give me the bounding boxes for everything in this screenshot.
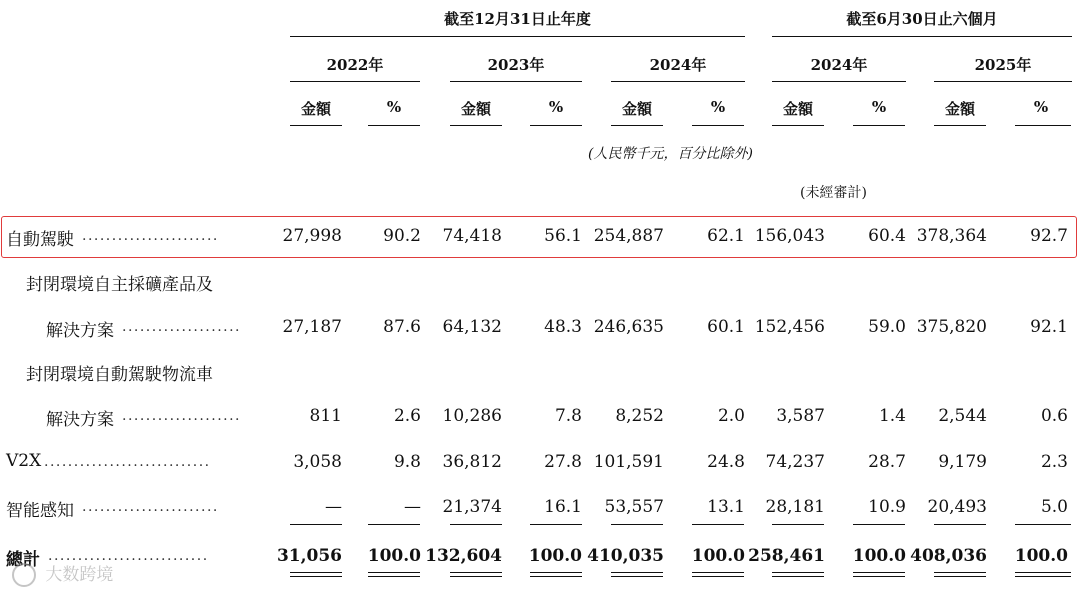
row-label-logistics-line2: 解決方案: [46, 410, 114, 430]
total-double-rule: [772, 572, 824, 577]
subtotal-rule: [611, 524, 663, 525]
cell-amount-2023: 132,604: [425, 546, 502, 566]
sub-header-pct: %: [1033, 98, 1049, 116]
subtotal-rule: [772, 524, 824, 525]
cell-amount-2022: 27,187: [282, 317, 342, 337]
leader-dots: ....................: [122, 408, 242, 424]
cell-amount-2023: 21,374: [442, 497, 502, 517]
cell-amount-h1-2025: 375,820: [916, 317, 987, 337]
sub-rule: [611, 125, 663, 126]
cell-amount-h1-2024: 258,461: [748, 546, 825, 566]
sub-header-amount: 金額: [782, 100, 813, 118]
subtotal-rule: [530, 524, 582, 525]
subtotal-rule: [450, 524, 502, 525]
cell-pct-2023: 16.1: [544, 497, 582, 517]
row-label-smart-sensing: 智能感知: [6, 501, 74, 521]
cell-amount-2023: 64,132: [442, 317, 502, 337]
unaudited-note: (未經審計): [800, 185, 867, 201]
cell-pct-2023: 48.3: [544, 317, 582, 337]
cell-amount-2024: 53,557: [604, 497, 664, 517]
cell-amount-2024: 254,887: [593, 226, 664, 246]
cell-amount-h1-2025: 9,179: [938, 452, 987, 472]
cell-pct-h1-2024: 59.0: [868, 317, 906, 337]
cell-pct-h1-2024: 60.4: [868, 226, 906, 246]
sub-rule: [450, 125, 502, 126]
cell-amount-h1-2025: 378,364: [916, 226, 987, 246]
subtotal-rule: [368, 524, 420, 525]
sub-header-amount: 金額: [460, 100, 491, 118]
leader-dots: ....................: [122, 319, 242, 335]
total-double-rule: [692, 572, 744, 577]
unit-note: (人民幣千元，百分比除外): [588, 146, 753, 162]
header-group-year-rule: [290, 36, 745, 37]
total-double-rule: [530, 572, 582, 577]
leader-dots: .......................: [82, 228, 219, 244]
year-rule: [290, 81, 420, 82]
cell-pct-h1-2024: 28.7: [868, 452, 906, 472]
cell-pct-2024: 2.0: [717, 406, 745, 426]
subtotal-rule: [853, 524, 905, 525]
subtotal-rule: [1015, 524, 1071, 525]
sub-header-pct: %: [548, 98, 564, 116]
watermark-logo-icon: [12, 563, 36, 587]
cell-pct-2023: 27.8: [544, 452, 582, 472]
cell-pct-2023: 56.1: [544, 226, 582, 246]
sub-header-amount: 金額: [621, 100, 652, 118]
cell-pct-2022: 90.2: [383, 226, 421, 246]
cell-amount-h1-2024: 156,043: [754, 226, 825, 246]
year-rule: [450, 81, 582, 82]
year-rule: [934, 81, 1072, 82]
year-header-2024: 2024年: [649, 56, 707, 74]
year-rule: [772, 81, 906, 82]
year-header-2023: 2023年: [487, 56, 545, 74]
cell-amount-2022: 3,058: [293, 452, 342, 472]
sub-header-pct: %: [710, 98, 726, 116]
cell-amount-2024: 101,591: [593, 452, 664, 472]
sub-header-amount: 金額: [944, 100, 975, 118]
year-header-2022: 2022年: [326, 56, 384, 74]
cell-amount-2024: 246,635: [593, 317, 664, 337]
cell-pct-h1-2024: 100.0: [852, 546, 906, 566]
cell-amount-2022: 31,056: [276, 546, 342, 566]
total-double-rule: [611, 572, 663, 577]
total-double-rule: [368, 572, 420, 577]
sub-rule: [853, 125, 905, 126]
cell-amount-h1-2025: 408,036: [910, 546, 987, 566]
sub-header-pct: %: [386, 98, 402, 116]
sub-rule: [290, 125, 342, 126]
subtotal-rule: [934, 524, 986, 525]
cell-pct-h1-2025: 100.0: [1014, 546, 1068, 566]
cell-pct-2022: 87.6: [383, 317, 421, 337]
watermark-text: 大数跨境: [45, 565, 114, 585]
year-header-2024-h1: 2024年: [810, 56, 868, 74]
row-label-autonomous-driving: 自動駕駛: [6, 230, 74, 250]
cell-pct-2024: 24.8: [707, 452, 745, 472]
header-group-half: 截至6月30日止六個月: [846, 10, 998, 28]
cell-pct-h1-2025: 92.1: [1030, 317, 1068, 337]
cell-amount-h1-2024: 152,456: [754, 317, 825, 337]
sub-header-pct: %: [871, 98, 887, 116]
cell-amount-h1-2025: 20,493: [927, 497, 987, 517]
header-group-half-rule: [772, 36, 1072, 37]
cell-pct-h1-2025: 2.3: [1040, 452, 1068, 472]
subtotal-rule: [692, 524, 744, 525]
row-label-mining-line1: 封閉環境自主採礦產品及: [26, 275, 213, 295]
cell-pct-2022: 100.0: [367, 546, 421, 566]
year-rule: [611, 81, 745, 82]
year-header-2025-h1: 2025年: [974, 56, 1032, 74]
watermark: [12, 560, 113, 587]
cell-pct-h1-2025: 0.6: [1040, 406, 1068, 426]
total-double-rule: [853, 572, 905, 577]
cell-amount-h1-2024: 3,587: [776, 406, 825, 426]
sub-header-amount: 金額: [300, 100, 331, 118]
cell-amount-h1-2024: 28,181: [765, 497, 825, 517]
sub-rule: [1015, 125, 1071, 126]
row-label-mining-line2: 解決方案: [46, 321, 114, 341]
sub-rule: [530, 125, 582, 126]
cell-amount-2023: 74,418: [442, 226, 502, 246]
subtotal-rule: [290, 524, 342, 525]
cell-amount-2022: 27,998: [282, 226, 342, 246]
row-label-total: 總計: [6, 550, 40, 570]
total-double-rule: [450, 572, 502, 577]
cell-pct-2023: 7.8: [554, 406, 582, 426]
cell-pct-h1-2024: 1.4: [878, 406, 906, 426]
row-label-v2x: V2X: [6, 451, 42, 471]
sub-rule: [368, 125, 420, 126]
cell-pct-2024: 100.0: [691, 546, 745, 566]
cell-amount-h1-2024: 74,237: [765, 452, 825, 472]
header-group-year: 截至12月31日止年度: [444, 10, 591, 28]
cell-pct-2022: 2.6: [393, 406, 421, 426]
cell-pct-2022: 9.8: [393, 452, 421, 472]
cell-pct-2024: 62.1: [707, 226, 745, 246]
cell-amount-2024: 8,252: [615, 406, 664, 426]
cell-pct-h1-2025: 92.7: [1030, 226, 1068, 246]
leader-dots: .......................: [82, 499, 219, 515]
row-label-logistics-line1: 封閉環境自動駕駛物流車: [26, 365, 213, 385]
total-double-rule: [934, 572, 986, 577]
cell-pct-2024: 60.1: [707, 317, 745, 337]
leader-dots: ...........................: [48, 548, 209, 564]
cell-pct-2022: —: [404, 497, 421, 517]
cell-pct-2024: 13.1: [707, 497, 745, 517]
cell-amount-2022: 811: [309, 406, 342, 426]
cell-pct-h1-2024: 10.9: [868, 497, 906, 517]
cell-amount-2023: 10,286: [442, 406, 502, 426]
sub-rule: [772, 125, 824, 126]
leader-dots: ............................: [44, 454, 211, 470]
cell-amount-h1-2025: 2,544: [938, 406, 987, 426]
sub-rule: [934, 125, 986, 126]
cell-pct-2023: 100.0: [528, 546, 582, 566]
cell-amount-2024: 410,035: [587, 546, 664, 566]
sub-rule: [692, 125, 744, 126]
cell-pct-h1-2025: 5.0: [1040, 497, 1068, 517]
total-double-rule: [1015, 572, 1071, 577]
cell-amount-2022: —: [325, 497, 342, 517]
total-double-rule: [290, 572, 342, 577]
cell-amount-2023: 36,812: [442, 452, 502, 472]
